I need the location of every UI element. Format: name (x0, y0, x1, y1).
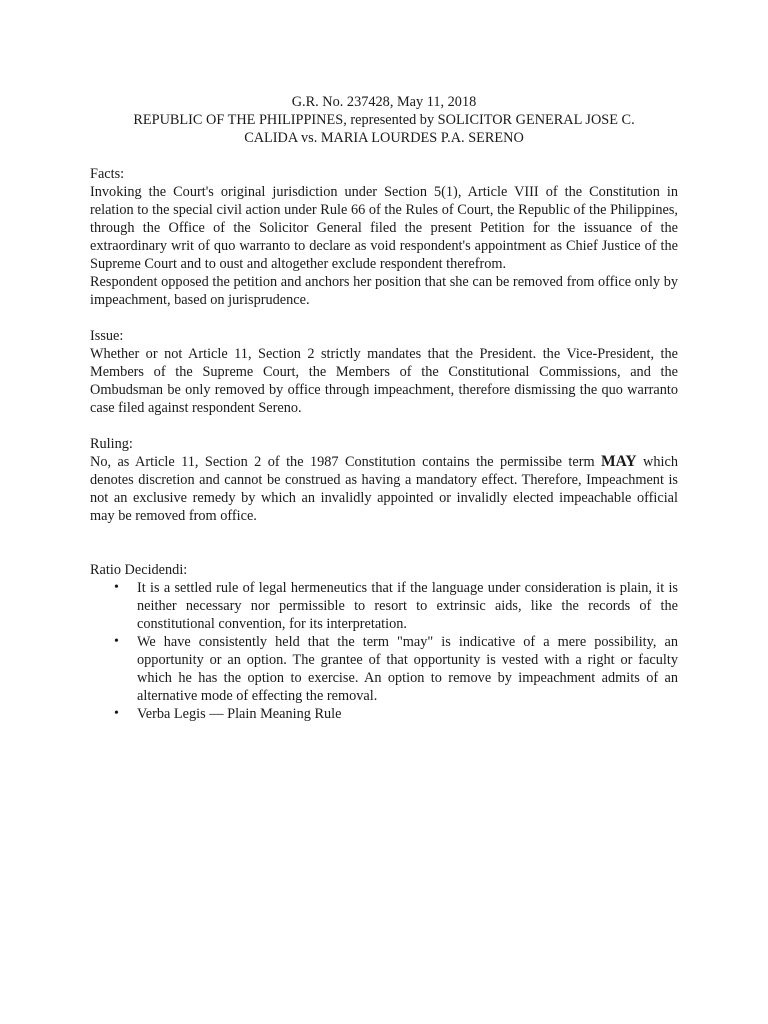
facts-label: Facts: (90, 166, 125, 182)
ratio-list (90, 579, 678, 723)
facts-paragraph-2: Respondent opposed the petition and anchors her position that she can be removed from office only by impeachment, based on jurisprudence. (90, 274, 678, 308)
ruling-text-before: No, as Article 11, Section 2 of the 1987 Constitution contains the permissibe term (90, 454, 602, 470)
bullet-icon: • (114, 706, 119, 721)
list-item (90, 633, 678, 705)
bullet-icon: • (114, 580, 119, 595)
ruling-label: Ruling: (90, 436, 133, 452)
case-header (90, 93, 678, 147)
case-title-line-1: REPUBLIC OF THE PHILIPPINES, represented by SOLICITOR GENERAL JOSE C. (133, 112, 635, 128)
list-item-text: It is a settled rule of legal hermeneutics that if the language under consideration is plain, it is neither necessary nor permissible to resort to extrinsic aids, like the records of the constitutional convention, for its interpretation. (137, 580, 678, 632)
list-item-text: Verba Legis — Plain Meaning Rule (137, 706, 342, 722)
spacer (90, 309, 678, 327)
ruling-text-after: which denotes discretion and cannot be construed as having a mandatory effect. Therefore, Impeachment is not an exclusive remedy by which an invalidly appointed or invalidly elected impeachable official may be removed from office. (90, 454, 678, 524)
ratio-section (90, 561, 678, 723)
case-title-line-2: CALIDA vs. MARIA LOURDES P.A. SERENO (244, 130, 524, 146)
bullet-icon: • (114, 634, 119, 649)
case-number-date: G.R. No. 237428, May 11, 2018 (291, 94, 477, 110)
ruling-emphasis-may: MAY (601, 453, 637, 470)
spacer (90, 147, 678, 165)
list-item (90, 579, 678, 633)
spacer (90, 525, 678, 561)
list-item (90, 705, 678, 723)
issue-section (90, 327, 678, 417)
issue-paragraph: Whether or not Article 11, Section 2 strictly mandates that the President. the Vice-President, the Members of the Supreme Court, the Members of the Constitutional Commissions, and the Ombudsman be only removed by office through impeachment, therefore dismissing the quo warranto case filed against respondent Sereno. (90, 346, 678, 416)
facts-section (90, 165, 678, 309)
facts-paragraph-1: Invoking the Court's original jurisdiction under Section 5(1), Article VIII of the Constitution in relation to the special civil action under Rule 66 of the Rules of Court, the Republic of the Philippines, through the Office of the Solicitor General filed the present Petition for the issuance of the extraordinary writ of quo warranto to declare as void respondent's appointment as Chief Justice of the Supreme Court and to oust and altogether exclude respondent therefrom. (90, 184, 678, 272)
ruling-paragraph (90, 453, 678, 525)
ratio-label: Ratio Decidendi: (90, 562, 188, 578)
list-item-text: We have consistently held that the term "may" is indicative of a mere possibility, an opportunity or an option. The grantee of that opportunity is vested with a right or faculty which he has the option to exercise. An option to remove by impeachment admits of an alternative mode of effecting the removal. (137, 634, 678, 704)
ruling-section (90, 435, 678, 525)
document-page (90, 93, 678, 723)
issue-label: Issue: (90, 328, 124, 344)
spacer (90, 417, 678, 435)
